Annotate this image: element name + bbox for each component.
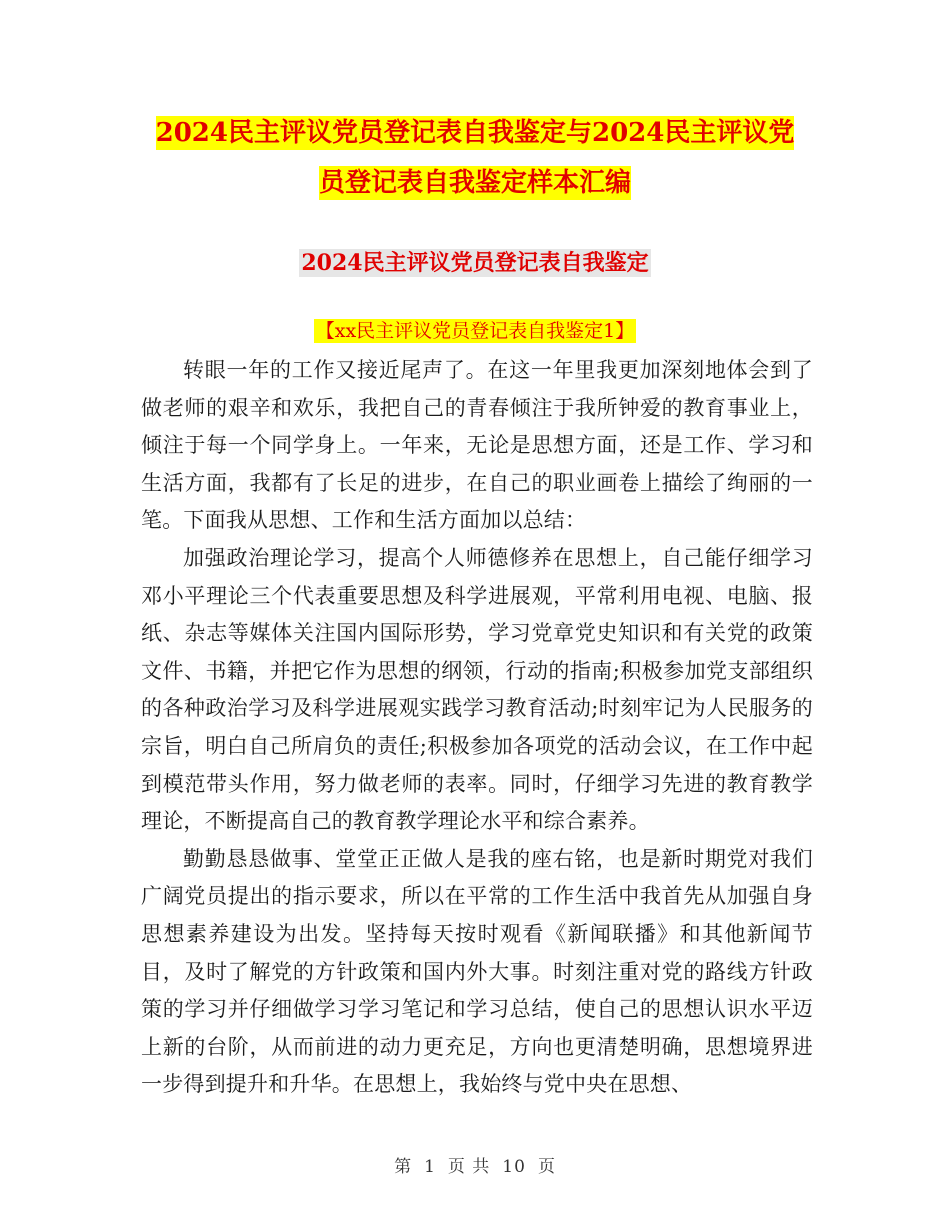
- subsection-heading: [0, 316, 950, 346]
- paragraph-3: 勤勤恳恳做事、堂堂正正做人是我的座右铭，也是新时期党对我们广阔党员提出的指示要求，所以在平常的工作生活中我首先从加强自身思想素养建设为出发。坚持每天按时观看《新闻联播》和其他新闻节目，及时了解党的方针政策和国内外大事。时刻注重对党的路线方针政策的学习并仔细做学习学习笔记和学习总结，使自己的思想认识水平迈上新的台阶，从而前进的动力更充足，方向也更清楚明确，思想境界进一步得到提升和升华。在思想上，我始终与党中央在思想、: [141, 846, 813, 1097]
- subsection-heading-text: 【xx民主评议党员登记表自我鉴定1】: [315, 320, 635, 342]
- paragraph-1: 转眼一年的工作又接近尾声了。在这一年里我更加深刻地体会到了做老师的艰辛和欢乐，我把自己的青春倾注于我所钟爱的教育事业上，倾注于每一个同学身上。一年来，无论是思想方面，还是工作、学习和生活方面，我都有了长足的进步，在自己的职业画卷上描绘了绚丽的一笔。下面我从思想、工作和生活方面加以总结：: [141, 358, 813, 533]
- footer-prefix: 第: [394, 1157, 413, 1177]
- footer-mid: 页 共: [447, 1157, 491, 1177]
- title-line-2: 员登记表自我鉴定样本汇编: [318, 168, 631, 198]
- page-footer: [0, 1152, 950, 1177]
- footer-suffix: 页: [537, 1157, 556, 1177]
- document-title: [130, 108, 820, 208]
- section-title-text: 2024民主评议党员登记表自我鉴定: [301, 250, 649, 276]
- paragraph-2: 加强政治理论学习，提高个人师德修养在思想上，自己能仔细学习邓小平理论三个代表重要思想及科学进展观，平常利用电视、电脑、报纸、杂志等媒体关注国内国际形势，学习党章党史知识和有关党的政策文件、书籍，并把它作为思想的纲领，行动的指南;积极参加党支部组织的各种政治学习及科学进展观实践学习教育活动;时刻牢记为人民服务的宗旨，明白自己所肩负的责任;积极参加各项党的活动会议，在工作中起到模范带头作用，努力做老师的表率。同时，仔细学习先进的教育教学理论，不断提高自己的教育教学理论水平和综合素养。: [141, 545, 813, 834]
- section-title: [0, 246, 950, 280]
- page-number: 1: [424, 1157, 436, 1177]
- body-text: [141, 352, 813, 1104]
- total-pages: 10: [502, 1157, 526, 1177]
- title-line-1: 2024民主评议党员登记表自我鉴定与2024民主评议党: [155, 118, 795, 148]
